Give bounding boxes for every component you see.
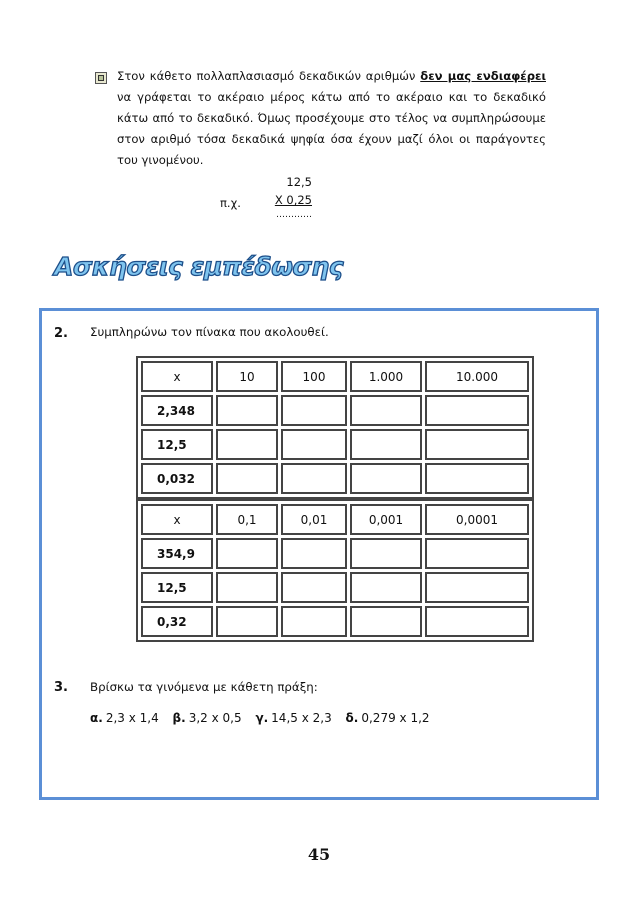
table1-row-label: 12,5 [141,429,213,460]
exercise3-number: 3. [54,680,68,695]
table2-header-0-01: 0,01 [281,504,347,535]
answer-cell[interactable] [425,572,529,603]
table2-row-label: 354,9 [141,538,213,569]
table2-row-label: 12,5 [141,572,213,603]
table-row [141,395,529,426]
table1-header-1000: 1.000 [350,361,422,392]
answer-cell[interactable] [425,463,529,494]
item-expression: 0,279 x 1,2 [361,711,430,725]
table1-header-x: x [141,361,213,392]
answer-cell[interactable] [216,395,278,426]
table1-header-100: 100 [281,361,347,392]
list-item [173,711,242,725]
answer-cell[interactable] [425,538,529,569]
item-letter: β. [172,711,186,725]
item-expression: 3,2 x 0,5 [188,711,242,725]
answer-cell[interactable] [281,538,347,569]
intro-paragraph [117,66,546,171]
answer-cell[interactable] [216,572,278,603]
table2-header-x: x [141,504,213,535]
answer-cell[interactable] [281,395,347,426]
multiplication-table-2 [136,499,534,642]
item-letter: γ. [255,711,269,725]
exercise2-instruction: Συμπληρώνω τον πίνακα που ακολουθεί. [90,325,329,339]
table1-row-label: 2,348 [141,395,213,426]
table1-row-label: 0,032 [141,463,213,494]
section-title: Ασκήσεις εμπέδωσης [54,252,344,281]
table-row [141,463,529,494]
square-bullet-icon [95,72,107,84]
answer-cell[interactable] [216,606,278,637]
list-item [90,711,159,725]
table2-row-label: 0,32 [141,606,213,637]
exercise2-number: 2. [54,326,68,341]
item-expression: 14,5 x 2,3 [271,711,332,725]
answer-cell[interactable] [425,606,529,637]
example-first-factor: 12,5 [286,175,312,189]
answer-cell[interactable] [281,606,347,637]
list-item [255,711,331,725]
table-row [141,538,529,569]
page-number: 45 [307,845,331,864]
table-row [141,572,529,603]
answer-cell[interactable] [350,395,422,426]
answer-cell[interactable] [350,429,422,460]
table-row [141,429,529,460]
answer-cell[interactable] [425,395,529,426]
table1-header-row [141,361,529,392]
example-second-factor: X 0,25 [274,193,312,207]
example-result-placeholder: ………… [276,210,312,220]
table1-header-10000: 10.000 [425,361,529,392]
example-label: π.χ. [220,196,241,210]
list-item [346,711,430,725]
table2-header-0-0001: 0,0001 [425,504,529,535]
answer-cell[interactable] [350,572,422,603]
item-letter: α. [90,711,103,725]
table-row [141,606,529,637]
answer-cell[interactable] [425,429,529,460]
table1-header-10: 10 [216,361,278,392]
answer-cell[interactable] [350,606,422,637]
answer-cell[interactable] [350,538,422,569]
example-multiplication [270,173,312,221]
answer-cell[interactable] [350,463,422,494]
table2-header-row [141,504,529,535]
item-expression: 2,3 x 1,4 [105,711,159,725]
intro-text-after: να γράφεται το ακέραιο μέρος κάτω από το ακέραιο και το δεκαδικό κάτω από το δεκαδικό. Όμως προσέχουμε στο τέλος να συμπληρώσουμε στον αριθμό τόσα δεκαδικά ψηφία όσα έχουν μαζί όλοι οι παράγοντες του γινομένου. [117,90,546,167]
answer-cell[interactable] [281,572,347,603]
exercise3-instruction: Βρίσκω τα γινόμενα με κάθετη πράξη: [90,680,318,694]
section-title-art [50,245,344,285]
item-letter: δ. [345,711,359,725]
answer-cell[interactable] [216,429,278,460]
intro-emphasis: δεν μας ενδιαφέρει [420,69,546,83]
answer-cell[interactable] [281,463,347,494]
multiplication-table-1 [136,356,534,499]
table2-header-0-001: 0,001 [350,504,422,535]
answer-cell[interactable] [216,538,278,569]
answer-cell[interactable] [281,429,347,460]
table2-header-0-1: 0,1 [216,504,278,535]
products-list [90,711,440,725]
intro-text-before: Στον κάθετο πολλαπλασιασμό δεκαδικών αριθμών [117,69,421,83]
answer-cell[interactable] [216,463,278,494]
